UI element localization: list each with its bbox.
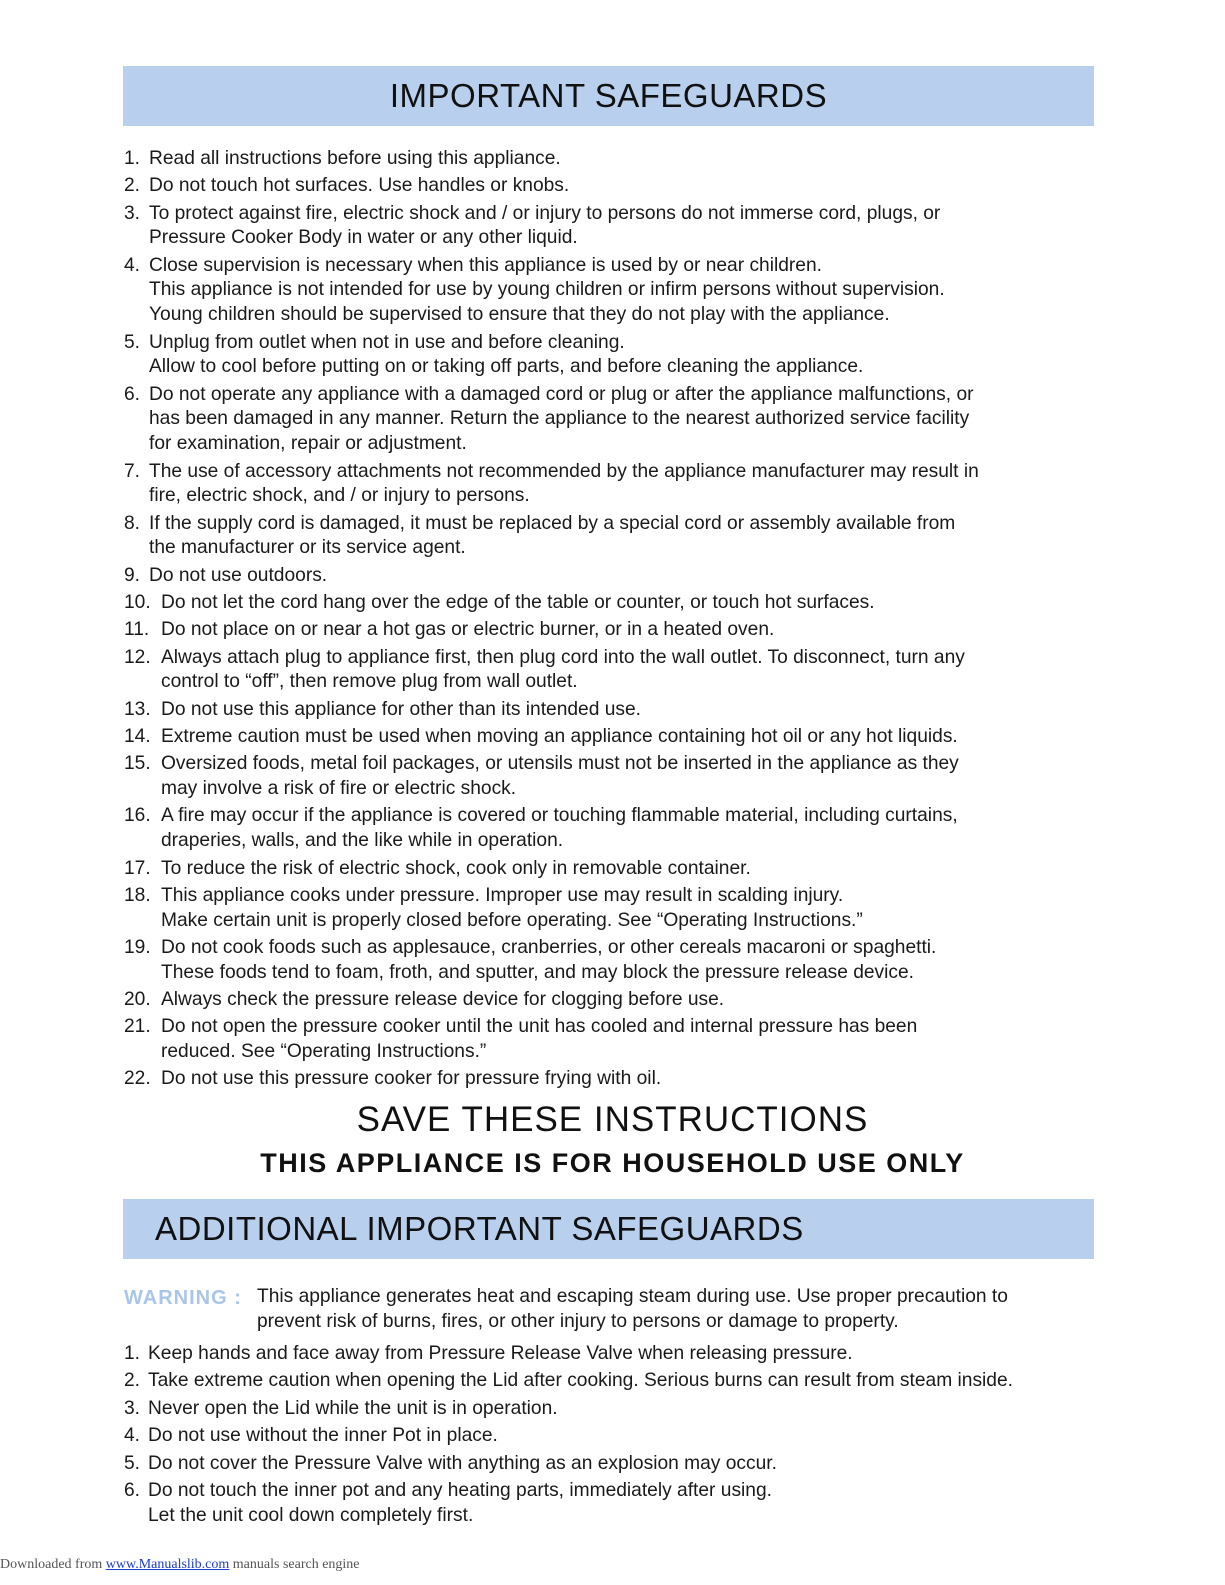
item-line: Read all instructions before using this appliance.	[149, 148, 561, 169]
list-item	[124, 1342, 1104, 1367]
item-number: 10.	[124, 592, 151, 614]
item-number: 16.	[124, 805, 151, 827]
list-item	[124, 1479, 1104, 1529]
item-text	[124, 1452, 1104, 1477]
item-text	[124, 1479, 1104, 1529]
item-text	[124, 512, 1104, 562]
list-item	[124, 988, 1104, 1013]
item-number: 18.	[124, 884, 151, 906]
item-line: Do not use this appliance for other than its intended use.	[161, 698, 641, 720]
item-text	[124, 254, 1104, 328]
item-line: Pressure Cooker Body in water or any other liquid.	[149, 227, 578, 249]
item-number: 8.	[124, 512, 141, 534]
item-text	[124, 591, 1104, 616]
list-item	[124, 383, 1104, 457]
item-text	[124, 1067, 1104, 1092]
list-item	[124, 512, 1104, 562]
item-line: To reduce the risk of electric shock, cook only in removable container.	[161, 857, 751, 879]
item-line: Unplug from outlet when not in use and before cleaning.	[149, 331, 625, 353]
additional-safeguards-banner	[123, 1199, 1094, 1259]
item-line: Close supervision is necessary when this appliance is used by or near children.	[149, 254, 822, 276]
item-line: Keep hands and face away from Pressure Release Valve when releasing pressure.	[148, 1343, 853, 1364]
item-number: 2.	[124, 1370, 141, 1392]
item-line: fire, electric shock, and / or injury to persons.	[149, 485, 530, 507]
item-line: Take extreme caution when opening the Lid after cooking. Serious burns can result from steam inside.	[148, 1370, 1013, 1392]
list-item	[124, 331, 1104, 381]
download-footer	[0, 1557, 360, 1573]
item-text	[124, 1424, 1104, 1449]
item-text	[124, 618, 1104, 643]
item-number: 15.	[124, 753, 151, 775]
list-item	[124, 460, 1104, 510]
list-item	[124, 174, 1104, 199]
list-item	[124, 698, 1104, 723]
item-text	[124, 1342, 1104, 1367]
item-line: control to “off”, then remove plug from wall outlet.	[161, 671, 578, 693]
item-line: Make certain unit is properly closed before operating. See “Operating Instructions.”	[161, 909, 863, 931]
list-item	[124, 752, 1104, 802]
item-line: Extreme caution must be used when moving an appliance containing hot oil or any hot liquids.	[161, 726, 958, 748]
item-number: 2.	[124, 175, 141, 197]
item-number: 13.	[124, 698, 151, 720]
item-number: 12.	[124, 646, 151, 668]
list-item	[124, 147, 1104, 172]
item-text	[124, 460, 1104, 510]
list-item	[124, 1369, 1104, 1394]
item-number: 14.	[124, 726, 151, 748]
item-line: Oversized foods, metal foil packages, or utensils must not be inserted in the appliance as they	[161, 753, 959, 775]
item-number: 22.	[124, 1068, 151, 1090]
item-line: This appliance cooks under pressure. Improper use may result in scalding injury.	[161, 884, 844, 906]
list-item	[124, 618, 1104, 643]
item-line: the manufacturer or its service agent.	[149, 537, 466, 559]
item-line: Allow to cool before putting on or taking off parts, and before cleaning the appliance.	[149, 356, 864, 378]
warning-text	[124, 1285, 1104, 1335]
item-text	[124, 936, 1104, 986]
item-line: Do not operate any appliance with a damaged cord or plug or after the appliance malfunctions, or	[149, 383, 974, 405]
item-line: reduced. See “Operating Instructions.”	[161, 1041, 487, 1063]
item-text	[124, 988, 1104, 1013]
item-number: 19.	[124, 936, 151, 958]
item-line: Do not cover the Pressure Valve with anything as an explosion may occur.	[148, 1452, 777, 1474]
item-text	[124, 646, 1104, 696]
item-line: A fire may occur if the appliance is covered or touching flammable material, including curtains,	[161, 805, 958, 827]
warning-line: This appliance generates heat and escaping steam during use. Use proper precaution to	[257, 1286, 1008, 1307]
item-number: 6.	[124, 1479, 141, 1501]
item-text	[124, 1015, 1104, 1065]
list-item	[124, 591, 1104, 616]
item-number: 1.	[124, 148, 141, 169]
item-number: 5.	[124, 331, 141, 353]
list-item	[124, 254, 1104, 328]
item-line: Young children should be supervised to ensure that they do not play with the appliance.	[149, 304, 890, 326]
list-item	[124, 1067, 1104, 1092]
item-number: 6.	[124, 383, 141, 405]
household-use-notice: THIS APPLIANCE IS FOR HOUSEHOLD USE ONLY	[260, 1148, 965, 1178]
list-item	[124, 202, 1104, 252]
list-item	[124, 884, 1104, 934]
list-item	[124, 725, 1104, 750]
item-number: 4.	[124, 1425, 141, 1447]
list-item	[124, 1015, 1104, 1065]
list-item	[124, 1397, 1104, 1422]
item-number: 17.	[124, 857, 151, 879]
item-number: 9.	[124, 564, 141, 586]
list-item	[124, 1424, 1104, 1449]
item-line: If the supply cord is damaged, it must be replaced by a special cord or assembly available from	[149, 512, 956, 534]
list-item	[124, 804, 1104, 854]
footer-prefix: Downloaded from	[0, 1557, 106, 1572]
item-line: Always attach plug to appliance first, then plug cord into the wall outlet. To disconnect, turn any	[161, 646, 965, 668]
important-safeguards-banner	[123, 66, 1094, 126]
item-line: Do not cook foods such as applesauce, cranberries, or other cereals macaroni or spaghetti.	[161, 936, 937, 958]
manualslib-link[interactable]: www.Manualslib.com	[105, 1557, 230, 1572]
item-line: has been damaged in any manner. Return the appliance to the nearest authorized service facility	[149, 408, 970, 430]
safeguards-list	[124, 147, 1104, 1095]
warning-block	[124, 1285, 1104, 1335]
item-number: 1.	[124, 1343, 141, 1364]
warning-line: prevent risk of burns, fires, or other injury to persons or damage to property.	[257, 1310, 899, 1332]
additional-safeguards-list	[124, 1342, 1104, 1531]
item-text	[124, 331, 1104, 381]
item-number: 3.	[124, 1397, 141, 1419]
item-text	[124, 857, 1104, 882]
item-line: Let the unit cool down completely first.	[148, 1504, 474, 1526]
item-line: Do not use this pressure cooker for pressure frying with oil.	[161, 1068, 662, 1090]
item-line: Do not use without the inner Pot in place.	[148, 1425, 498, 1447]
item-line: Do not touch hot surfaces. Use handles or knobs.	[149, 175, 570, 197]
item-text	[124, 804, 1104, 854]
item-number: 20.	[124, 989, 151, 1010]
item-number: 11.	[124, 619, 150, 641]
item-text	[124, 564, 1104, 589]
section-title: IMPORTANT SAFEGUARDS	[389, 77, 828, 114]
save-instructions-heading: SAVE THESE INSTRUCTIONS	[356, 1100, 869, 1139]
item-number: 5.	[124, 1452, 141, 1474]
item-text	[124, 202, 1104, 252]
item-line: Do not place on or near a hot gas or electric burner, or in a heated oven.	[161, 619, 775, 641]
item-number: 3.	[124, 202, 141, 224]
item-line: Never open the Lid while the unit is in operation.	[148, 1397, 558, 1419]
item-number: 7.	[124, 460, 141, 482]
list-item	[124, 646, 1104, 696]
item-number: 4.	[124, 254, 141, 276]
item-number: 21.	[124, 1016, 151, 1038]
item-line: draperies, walls, and the like while in operation.	[161, 830, 564, 852]
item-line: Do not open the pressure cooker until the unit has cooled and internal pressure has been	[161, 1016, 918, 1038]
item-text	[124, 383, 1104, 457]
item-line: These foods tend to foam, froth, and sputter, and may block the pressure release device.	[161, 961, 915, 983]
item-text	[124, 147, 1104, 172]
item-text	[124, 725, 1104, 750]
item-text	[124, 174, 1104, 199]
item-text	[124, 1397, 1104, 1422]
item-text	[124, 698, 1104, 723]
section-title: ADDITIONAL IMPORTANT SAFEGUARDS	[155, 1210, 804, 1247]
warning-label: WARNING :	[124, 1287, 242, 1309]
list-item	[124, 564, 1104, 589]
list-item	[124, 1452, 1104, 1477]
item-text	[124, 1369, 1104, 1394]
item-text	[124, 752, 1104, 802]
footer-suffix: manuals search engine	[229, 1557, 360, 1572]
item-line: Do not let the cord hang over the edge of the table or counter, or touch hot surfaces.	[161, 592, 875, 614]
list-item	[124, 857, 1104, 882]
item-text	[124, 884, 1104, 934]
item-line: The use of accessory attachments not recommended by the appliance manufacturer may result in	[149, 460, 979, 482]
item-line: may involve a risk of fire or electric shock.	[161, 778, 517, 800]
item-line: Do not use outdoors.	[149, 564, 328, 586]
item-line: To protect against fire, electric shock and / or injury to persons do not immerse cord, plugs, or	[149, 202, 941, 224]
list-item	[124, 936, 1104, 986]
item-line: Always check the pressure release device for clogging before use.	[161, 989, 725, 1010]
item-line: This appliance is not intended for use by young children or infirm persons without supervision.	[149, 279, 945, 301]
item-line: Do not touch the inner pot and any heating parts, immediately after using.	[148, 1479, 772, 1501]
item-line: for examination, repair or adjustment.	[149, 433, 467, 455]
